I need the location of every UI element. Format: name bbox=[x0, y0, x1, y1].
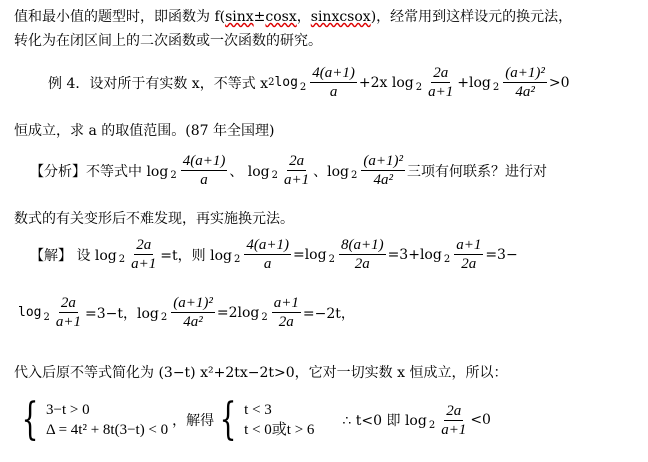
fraction-2a-over-a1: $\frac{2a}{a+1}$ bbox=[441, 402, 467, 438]
fraction-2a-over-a1: $\frac{2a}{a+1}$ bbox=[428, 65, 454, 100]
text-line-6: 数式的有关变形后不难发现，再实施换元法。 bbox=[14, 211, 294, 227]
analysis-line: 【分析】不等式中 log 2 $\frac{4(a+1)}{a}$ 、 log 2 $\frac{2a}{a+1}$ 、log 2 $\frac{\text{(a+1)²}}{\text{4a²}}$ 三项有何联系？进行对 bbox=[30, 153, 548, 188]
fraction-a1-over-2a: $\frac{a+1}{2a}$ bbox=[456, 237, 482, 272]
text-line-4: 恒成立，求 a 的取值范围。(87 年全国理) bbox=[14, 123, 275, 139]
fraction-a1-over-2a: $\frac{a+1}{2a}$ bbox=[273, 295, 299, 330]
underlined-term: cosx bbox=[265, 9, 297, 25]
systems-line: { 3−t > 0 Δ = 4t² + 8t(3−t) < 0 ，解得 { t < 3 t < 0或t > 6 ∴ t<0 即 log 2 $\frac{2a}{a+1}$ <0 bbox=[21, 394, 491, 445]
text-line-2: 转化为在闭区间上的二次函数或一次函数的研究。 bbox=[14, 33, 322, 49]
fraction-2a-over-a1: $\frac{2a}{a+1}$ bbox=[131, 237, 157, 272]
left-brace-icon: { bbox=[219, 394, 237, 445]
text-line-1: 值和最小值的题型时，即函数为 f(sinx±cosx，sinxcsox)，经常用到这样设元的换元法， bbox=[14, 9, 573, 25]
fraction-a1sq-over-4asq: $\frac{\text{(a+1)²}}{\text{4a²}}$ bbox=[505, 65, 545, 100]
fraction-a1sq-over-4asq: $\frac{\text{(a+1)²}}{\text{4a²}}$ bbox=[173, 295, 213, 330]
fraction-4a1-over-a: $\frac{4(a+1)}{a}$ bbox=[246, 237, 289, 272]
left-brace-icon: { bbox=[21, 394, 39, 445]
fraction-4a1-over-a: $\frac{4(a+1)}{a}$ bbox=[182, 153, 226, 188]
underlined-term: sinxcsox bbox=[310, 9, 371, 25]
fraction-2a-over-a1: $\frac{2a}{a+1}$ bbox=[55, 295, 81, 330]
fraction-4a1-over-a: $\frac{4(a+1)}{a}$ bbox=[312, 65, 355, 100]
solution-line: 【解】 设 log 2 $\frac{2a}{a+1}$ =t，则 log 2 $\frac{4(a+1)}{a}$ =log 2 $\frac{8(a+1)}{2a}$ =3+log 2 $\frac{a+1}{2a}$ =3− bbox=[30, 237, 518, 272]
fraction-a1sq-over-4asq: $\frac{\text{(a+1)²}}{\text{4a²}}$ bbox=[363, 153, 404, 188]
system-2: t < 3 t < 0或t > 6 bbox=[244, 402, 315, 438]
text-line-9: 代入后原不等式简化为 (3−t) x²+2tx−2t>0，它对一切实数 x 恒成立，所以： bbox=[14, 365, 508, 381]
solution-line-2: log 2 $\frac{2a}{a+1}$ =3−t，log 2 $\frac{\text{(a+1)²}}{\text{4a²}}$ =2log 2 $\frac{a+1}{2a}$ =−2t， bbox=[18, 295, 355, 330]
fraction-2a-over-a1: $\frac{2a}{a+1}$ bbox=[284, 153, 310, 188]
example-4-line: 例 4．设对所于有实数 x，不等式 x 2 log 2 $\frac{4(a+1)}{a}$ +2x log 2 $\frac{2a}{a+1}$ +log 2 $\frac{\text{(a+1)²}}{\text{4a²}}$ >0 bbox=[48, 65, 570, 100]
system-1: 3−t > 0 Δ = 4t² + 8t(3−t) < 0 bbox=[46, 402, 169, 438]
fraction-8a1-over-2a: $\frac{8(a+1)}{2a}$ bbox=[340, 237, 384, 272]
underlined-term: sinx bbox=[225, 9, 254, 25]
